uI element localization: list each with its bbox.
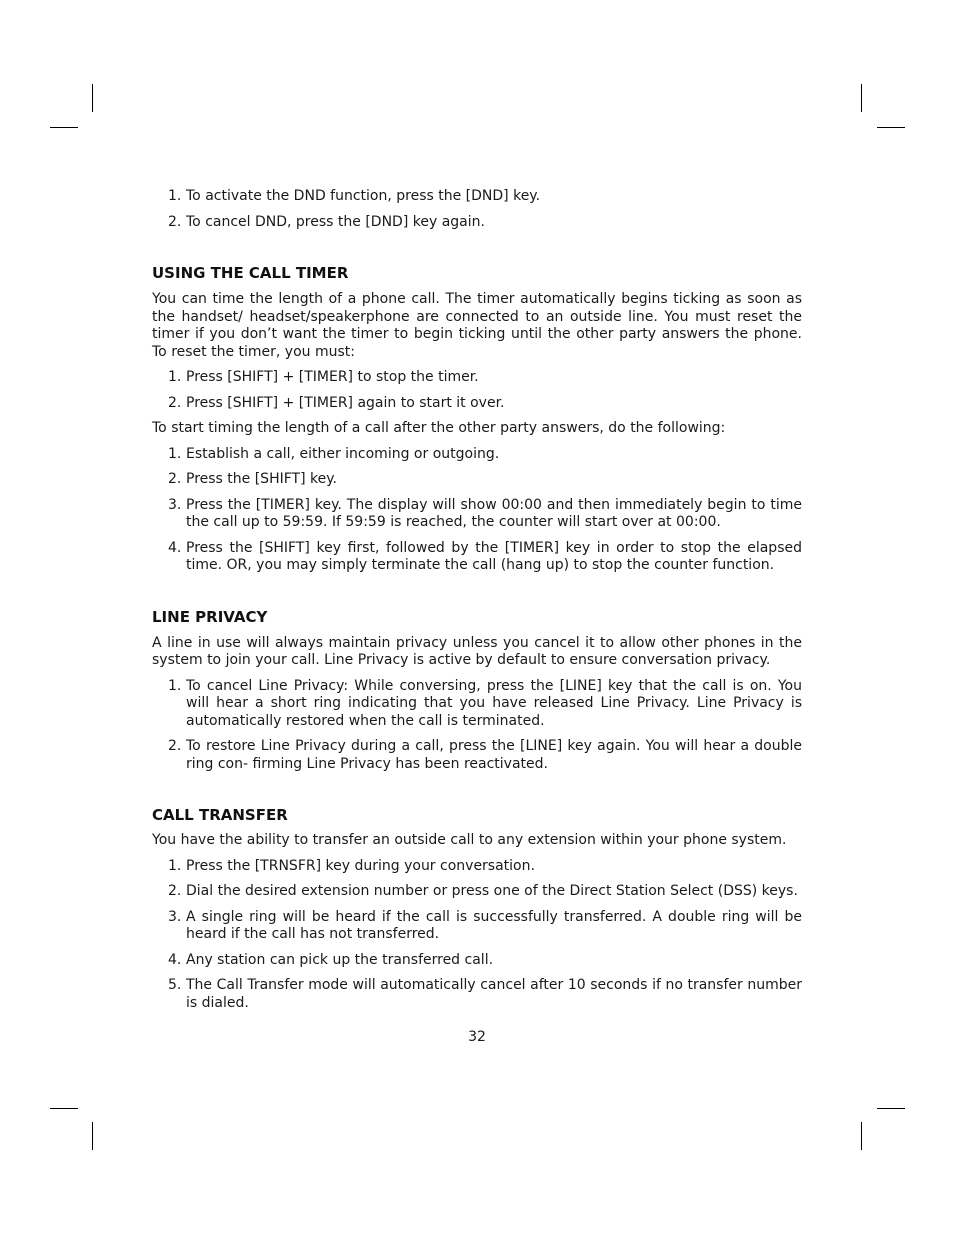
crop-mark	[50, 127, 78, 128]
timer-start-steps	[152, 446, 802, 575]
list-item: 1. To activate the DND function, press the [DND] key.	[168, 188, 541, 204]
list-item: 3. A single ring will be heard if the call is successfully transferred. A double ring will be heard if the call has not transferred.	[168, 908, 802, 942]
crop-mark	[877, 1108, 905, 1109]
privacy-intro: A line in use will always maintain privacy unless you cancel it to allow other phones in the system to join your call. Line Privacy is active by default to ensure conversation privacy.	[152, 634, 802, 668]
list-item: 2. Press [SHIFT] + [TIMER] again to start it over.	[168, 394, 505, 411]
crop-mark	[92, 84, 93, 112]
timer-reset-steps	[152, 369, 802, 412]
list-item: 1. To cancel Line Privacy: While conversing, press the [LINE] key that the call is on. You will hear a short ring indicating that you have released Line Privacy. Line Privacy is automatically restored when the call is terminated.	[168, 677, 802, 729]
list-item: 2. To cancel DND, press the [DND] key again.	[168, 213, 485, 230]
crop-mark	[50, 1108, 78, 1109]
crop-mark	[861, 84, 862, 112]
list-item: 4. Any station can pick up the transferred call.	[168, 951, 494, 968]
crop-mark	[861, 1122, 862, 1150]
section-heading-privacy: LINE PRIVACY	[152, 607, 268, 626]
timer-start-intro: To start timing the length of a call after the other party answers, do the following:	[152, 420, 726, 436]
dnd-steps	[152, 188, 802, 231]
crop-mark	[877, 127, 905, 128]
page-content	[152, 188, 802, 1012]
section-heading-transfer: CALL TRANSFER	[152, 806, 288, 824]
privacy-steps	[152, 678, 802, 774]
list-item: 2. Press the [SHIFT] key.	[168, 471, 337, 487]
list-item: 3. Press the [TIMER] key. The display will show 00:00 and then immediately begin to time the call up to 59:59. If 59:59 is reached, the counter will start over at 00:00.	[168, 496, 802, 530]
timer-intro: You can time the length of a phone call. The timer automatically begins ticking as soon as the handset/ headset/speakerphone are connected to an outside line. You must reset the timer if you don’t want the timer to begin ticking until the other party answers the phone. To reset the timer, you must:	[152, 291, 802, 360]
list-item: 1. Press [SHIFT] + [TIMER] to stop the timer.	[168, 369, 479, 385]
list-item: 2. Dial the desired extension number or press one of the Direct Station Select (DSS) keys.	[168, 883, 798, 899]
section-heading-timer: USING THE CALL TIMER	[152, 264, 349, 282]
list-item: 1. Press the [TRNSFR] key during your conversation.	[168, 857, 535, 874]
transfer-intro: You have the ability to transfer an outside call to any extension within your phone system.	[152, 832, 787, 848]
crop-mark	[92, 1122, 93, 1150]
page-number: 32	[468, 1029, 486, 1045]
list-item: 4. Press the [SHIFT] key first, followed by the [TIMER] key in order to stop the elapsed time. OR, you may simply terminate the call (hang up) to stop the counter function.	[168, 539, 802, 573]
list-item: 5. The Call Transfer mode will automatically cancel after 10 seconds if no transfer number is dialed.	[168, 977, 802, 1011]
transfer-steps	[152, 858, 802, 1013]
list-item: 1. Establish a call, either incoming or outgoing.	[168, 445, 500, 462]
list-item: 2. To restore Line Privacy during a call, press the [LINE] key again. You will hear a double ring con- firming Line Privacy has been reactivated.	[168, 738, 802, 772]
